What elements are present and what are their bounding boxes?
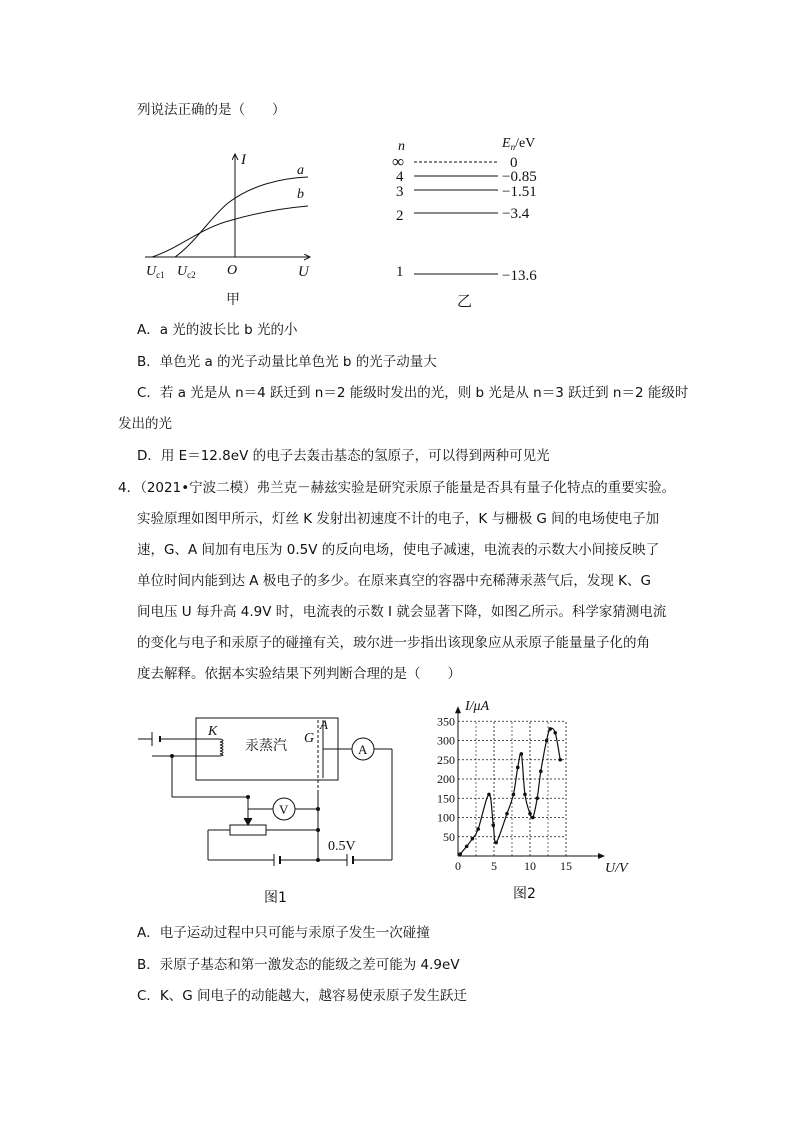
y-tick-label-50: 50	[443, 829, 455, 844]
yi-level-e-3: −1.51	[502, 184, 537, 200]
y-tick-label-300: 300	[437, 733, 455, 748]
data-point-10	[520, 752, 524, 756]
yi-e-header-sub: n	[510, 142, 516, 152]
chart-y-axis-arrow	[455, 706, 461, 713]
q3-option-d: D．用 E＝12.8eV 的电子去轰击基态的氢原子，可以得到两种可见光	[137, 448, 550, 464]
jia-curve-b-label: b	[297, 187, 304, 202]
label-k: K	[208, 724, 218, 739]
x-tick-label-0: 0	[455, 859, 461, 873]
yi-e-header: E	[502, 136, 511, 151]
yi-e-header-unit: /eV	[515, 136, 536, 151]
jia-uc2-label: U	[177, 264, 188, 279]
jia-x-label: U	[298, 264, 309, 280]
svg-text:Uc2	[177, 264, 196, 280]
label-0-5v: 0.5V	[328, 839, 356, 854]
q4-stem-line-4: 单位时间内能到达 A 极电子的多少。在原来真空的容器中充稀薄汞蒸气后，发现 K、G	[137, 573, 651, 589]
label-mercury-vapor: 汞蒸汽	[245, 738, 287, 754]
figure-1-caption: 图1	[264, 890, 287, 906]
data-point-7	[505, 812, 509, 816]
yi-level-n-4: 4	[396, 169, 404, 185]
x-tick-label-15: 15	[560, 859, 572, 873]
data-point-16	[545, 739, 549, 743]
voltmeter-label: V	[279, 802, 289, 817]
label-a: A	[320, 717, 328, 732]
jia-origin-label: O	[227, 263, 238, 278]
figure-yi-energy-levels	[390, 130, 570, 315]
yi-level-n-inf: ∞	[392, 152, 405, 171]
ammeter-label: A	[358, 742, 368, 757]
data-point-15	[539, 770, 543, 774]
figure-jia-iu-graph	[140, 148, 320, 313]
svg-text:En/eV	[501, 136, 535, 152]
q3-option-a: A．a 光的波长比 b 光的小	[137, 322, 298, 338]
q3-option-c-line2: 发出的光	[118, 416, 172, 432]
q4-stem-line-2: 实验原理如图甲所示，灯丝 K 发射出初速度不计的电子，K 与栅极 G 间的电场使电子加	[137, 511, 660, 527]
data-point-5	[491, 823, 495, 827]
jia-uc1-sub: c1	[156, 270, 165, 280]
svg-text:Uc1	[146, 264, 165, 280]
data-point-9	[516, 766, 520, 770]
x-tick-label-5: 5	[491, 859, 497, 873]
jia-caption: 甲	[226, 292, 240, 308]
label-g: G	[304, 731, 315, 746]
figure-2-caption: 图2	[513, 886, 536, 902]
y-tick-label-150: 150	[437, 791, 455, 806]
data-point-18	[553, 731, 557, 735]
q4-option-b: B．汞原子基态和第一激发态的能级之差可能为 4.9eV	[137, 957, 460, 973]
q4-option-a: A．电子运动过程中只可能与汞原子发生一次碰撞	[137, 925, 430, 941]
yi-caption: 乙	[457, 292, 473, 310]
yi-n-header: n	[398, 139, 405, 154]
y-tick-label-250: 250	[437, 752, 455, 767]
jia-uc1-label: U	[146, 264, 157, 279]
y-tick-label-350: 350	[437, 714, 455, 729]
figure-2-chart	[425, 696, 650, 906]
data-point-11	[523, 793, 527, 797]
data-point-0	[458, 852, 462, 856]
q3-option-b: B．单色光 a 的光子动量比单色光 b 的光子动量大	[137, 354, 437, 370]
x-tick-label-10: 10	[524, 859, 536, 873]
jia-curve-a-label: a	[297, 163, 304, 178]
chart-ticks	[437, 714, 572, 873]
q4-stem-line-6: 的变化与电子和汞原子的碰撞有关，玻尔进一步指出该现象应从汞原子能量量子化的角	[137, 635, 650, 651]
q4-stem-line-1: 4．（2021•宁波二模）弗兰克－赫兹实验是研究汞原子能量是否具有量子化特点的重要实验。	[118, 480, 676, 496]
rheostat	[230, 825, 266, 835]
data-point-4	[487, 793, 491, 797]
jia-curve-b	[152, 206, 308, 257]
data-point-2	[471, 837, 475, 841]
data-point-14	[535, 796, 539, 800]
yi-level-n-1: 1	[396, 264, 404, 280]
chart-x-label: U/V	[605, 861, 628, 876]
yi-level-n-2: 2	[396, 208, 404, 224]
chart-series-line	[460, 728, 560, 854]
figure-1-circuit	[130, 712, 405, 912]
data-point-1	[465, 845, 469, 849]
data-point-8	[512, 793, 516, 797]
q3-stem-tail: 列说法正确的是（ ）	[137, 102, 286, 118]
yi-level-e-2: −3.4	[502, 206, 530, 222]
jia-y-label: I	[241, 152, 246, 168]
data-point-6	[494, 841, 498, 845]
chart-x-axis-arrow	[598, 853, 605, 859]
data-point-13	[531, 816, 535, 820]
data-point-12	[528, 812, 532, 816]
yi-level-n-3: 3	[396, 184, 404, 200]
jia-uc2-sub: c2	[187, 270, 196, 280]
data-point-19	[558, 758, 562, 762]
data-point-17	[548, 727, 552, 731]
y-tick-label-100: 100	[437, 810, 455, 825]
yi-level-e-1: −13.6	[502, 268, 537, 284]
q4-option-c: C．K、G 间电子的动能越大，越容易使汞原子发生跃迁	[137, 988, 468, 1004]
chart-y-label: I/μA	[465, 699, 490, 714]
yi-level-e-4: −0.85	[502, 169, 537, 185]
y-tick-label-200: 200	[437, 772, 455, 786]
q4-stem-line-5: 间电压 U 每升高 4.9V 时，电流表的示数 I 就会显著下降，如图乙所示。科学家猜测电流	[137, 604, 667, 620]
q4-stem-line-3: 速，G、A 间加有电压为 0.5V 的反向电场，使电子减速，电流表的示数大小间接反映了	[137, 542, 660, 558]
q4-stem-line-7: 度去解释。依据本实验结果下列判断合理的是（ ）	[137, 666, 461, 682]
data-point-3	[476, 827, 480, 831]
q3-option-c-line1: C．若 a 光是从 n＝4 跃迁到 n＝2 能级时发出的光，则 b 光是从 n＝3 跃迁到 n＝2 能级时	[137, 385, 689, 401]
yi-level-e-inf: 0	[510, 155, 518, 171]
filament-k	[208, 739, 223, 756]
